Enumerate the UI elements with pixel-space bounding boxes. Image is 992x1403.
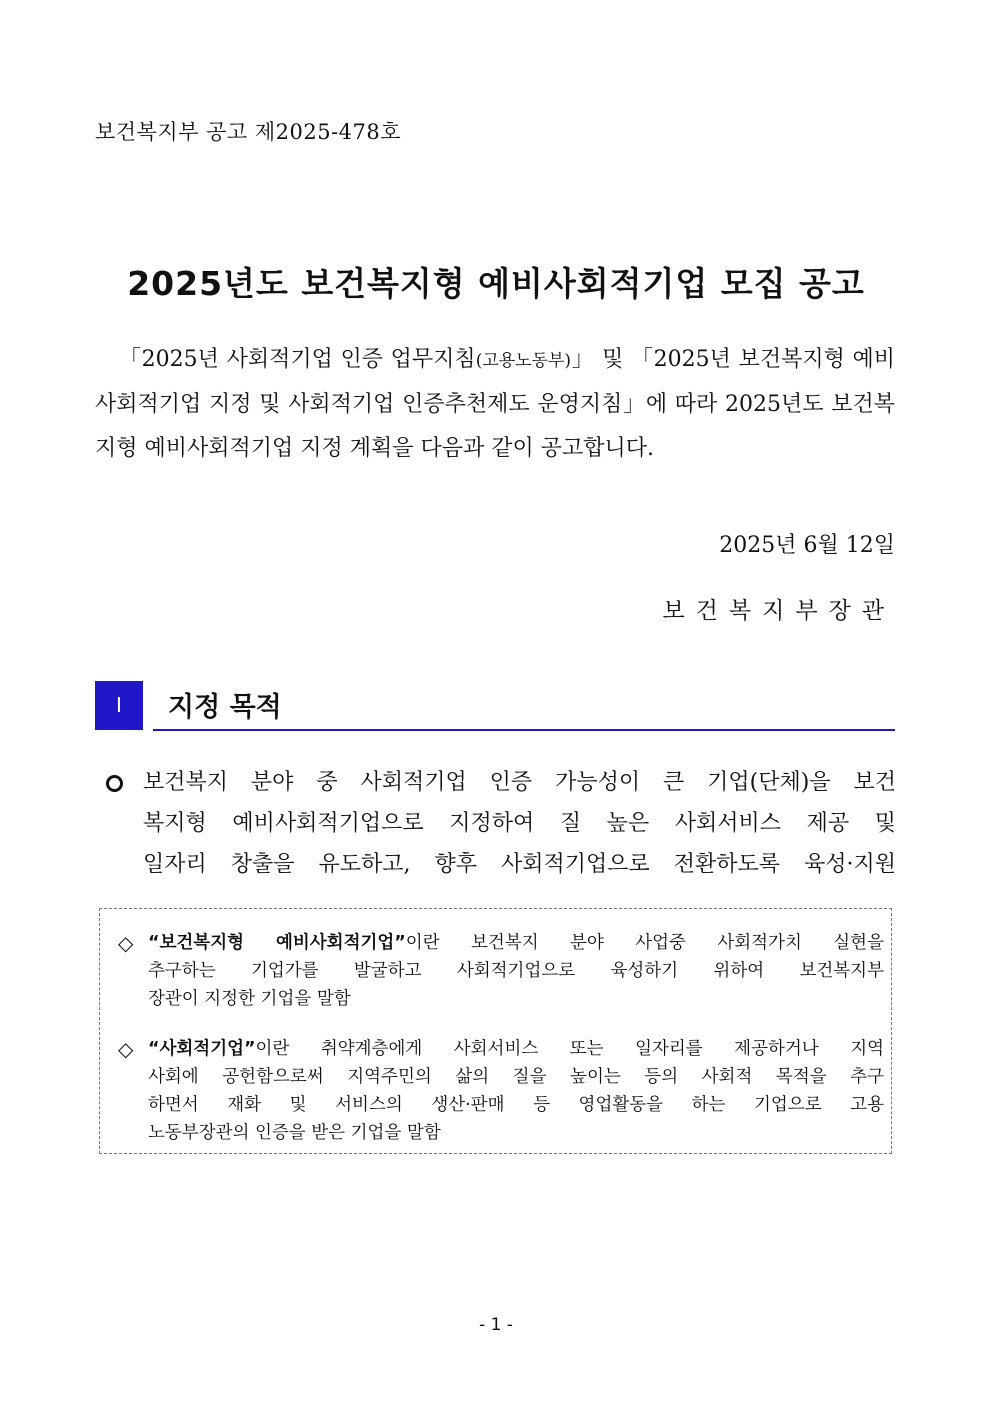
definition-line (148, 929, 884, 957)
notice-date: 2025년 6월 12일 (719, 533, 895, 558)
intro-text-1: 「2025년 사회적기업 인증 업무지침 (119, 347, 476, 372)
definition-line: 사회에 공헌함으로써 지역주민의 삶의 질을 높이는 등의 사회적 목적을 추구 (148, 1067, 884, 1087)
purpose-bullet (106, 762, 896, 885)
definition-line: 장관이 지정한 기업을 말함 (148, 989, 351, 1009)
definition-text: 이란 취약계층에게 사회서비스 또는 일자리를 제공하거나 지역 (255, 1039, 884, 1059)
diamond-bullet-icon: ◇ (118, 931, 134, 955)
document-title: 2025년도 보건복지형 예비사회적기업 모집 공고 (127, 264, 865, 303)
definition-line: 하면서 재화 및 서비스의 생산·판매 등 영업활동을 하는 기업으로 고용 (148, 1095, 884, 1115)
minister-signature: 보건복지부장관 (662, 598, 895, 624)
bullet-line: 일자리 창출을 유도하고, 향후 사회적기업으로 전환하도록 육성·지원 (143, 852, 896, 877)
definition-line: 노동부장관의 인증을 받은 기업을 말함 (148, 1123, 441, 1143)
intro-text-small: (고용노동부) (475, 351, 572, 371)
notice-number: 보건복지부 공고 제2025-478호 (95, 120, 402, 144)
section-underline (153, 729, 895, 731)
intro-text-2: 」 및 「2025년 보건복지형 예비사회적기업 지정 및 사회적기업 인증추천제도 운영지침」에 따라 2025년도 보건복지형 예비사회적기업 지정 계획을 다음과 같이 공고합니다. (95, 347, 895, 461)
diamond-bullet-icon: ◇ (118, 1037, 134, 1061)
definition-term: “보건복지형 예비사회적기업” (148, 933, 406, 953)
definition-item (118, 929, 884, 1013)
page-number: - 1 - (479, 1315, 513, 1335)
definition-line (148, 1035, 884, 1063)
bullet-line: 보건복지 분야 중 사회적기업 인증 가능성이 큰 기업(단체)을 보건 (143, 770, 896, 795)
intro-paragraph (95, 338, 895, 471)
definition-text: 이란 보건복지 분야 사업중 사회적가치 실현을 (405, 933, 884, 953)
bullet-line: 복지형 예비사회적기업으로 지정하여 질 높은 사회서비스 제공 및 (143, 811, 896, 836)
definition-line: 추구하는 기업가를 발굴하고 사회적기업으로 육성하기 위하여 보건복지부 (148, 961, 884, 981)
definition-item (118, 1035, 884, 1147)
section-title: 지정 목적 (168, 692, 282, 723)
definition-term: “사회적기업” (148, 1039, 256, 1059)
circle-bullet-icon (106, 775, 123, 792)
definitions-box (99, 908, 892, 1154)
section-number-box: Ⅰ (95, 681, 143, 730)
